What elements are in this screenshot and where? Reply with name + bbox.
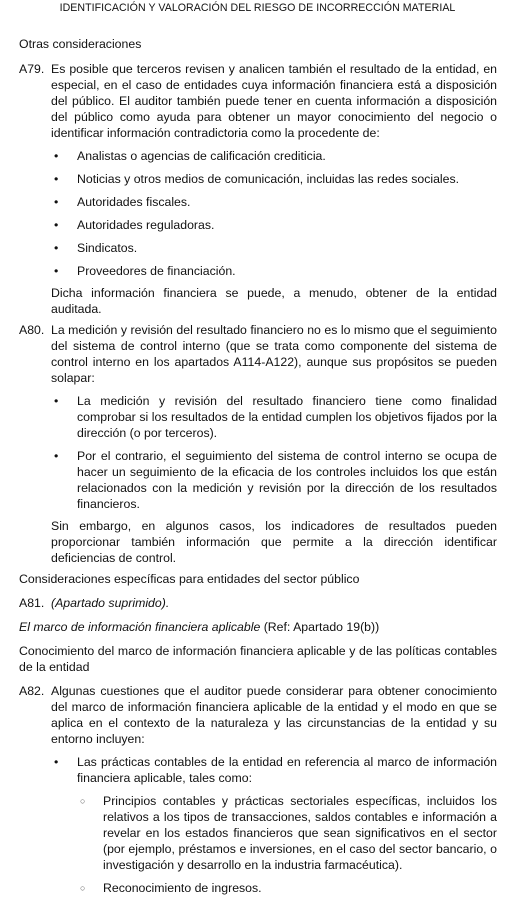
paragraph-number: A82. xyxy=(19,684,45,698)
paragraph-closing: Dicha información financiera se puede, a menudo, obtener de la entidad auditada. xyxy=(51,286,497,316)
circle-bullet-icon: ○ xyxy=(80,796,86,806)
bullet-icon: • xyxy=(54,449,59,463)
paragraph-number: A80. xyxy=(19,323,45,337)
paragraph-a82 xyxy=(19,683,497,896)
paragraph-a79 xyxy=(19,61,497,317)
bullet-icon: • xyxy=(54,755,59,769)
bullet-icon: • xyxy=(54,241,59,255)
bullet-list xyxy=(51,393,497,512)
section-heading-conocimiento: Conocimiento del marco de información financiera aplicable y de las políticas contables de la entidad xyxy=(19,644,497,674)
section-heading-sector-publico: Consideraciones específicas para entidades del sector público xyxy=(19,572,360,586)
paragraph-text: Es posible que terceros revisen y analicen también el resultado de la entidad, en especial, en el caso de entidades cuya información financiera está a disposición del público. El auditor también puede tener en cuenta información a disposición del público como ayuda para obtener un mayor conocimiento del negocio o identificar información contradictoria como la procedente de: xyxy=(51,62,497,140)
circle-bullet-icon: ○ xyxy=(80,883,86,893)
bullet-icon: • xyxy=(54,149,59,163)
paragraph-closing: Sin embargo, en algunos casos, los indicadores de resultados pueden proporcionar también información que permite a la dirección identificar deficiencias de control. xyxy=(51,519,497,565)
paragraph-text: (Apartado suprimido). xyxy=(51,596,170,610)
heading-italic: El marco de información financiera aplicable xyxy=(19,620,261,634)
paragraph-text: La medición y revisión del resultado financiero no es lo mismo que el seguimiento del sistema de control interno (que se trata como componente del sistema de control interno en los apartados A114-A122), aunque sus propósitos se pueden solapar: xyxy=(51,323,497,385)
bullet-icon: • xyxy=(54,394,59,408)
paragraph-number: A79. xyxy=(19,62,45,76)
list-item: • Sindicatos. xyxy=(51,240,497,256)
section-heading-otras: Otras consideraciones xyxy=(19,37,142,51)
bullet-icon: • xyxy=(54,264,59,278)
sub-list-item: ○ Principios contables y prácticas sectoriales específicas, incluidos los relativos a los tipos de transacciones, saldos contables e información a revelar en los estados financieros que sean significativos en el sector (por ejemplo, préstamos e inversiones, en el caso del sector bancario, o investigación y desarrollo en la industria farmacéutica). xyxy=(77,793,497,873)
list-item: • Las prácticas contables de la entidad en referencia al marco de información financiera aplicable, tales como: ○ Principios contables y prácticas sectoriales específicas, incluidos los relativos a los tipos de transacciones, saldos contables e información a revelar en los estados financieros que sean significativos en el sector (por ejemplo, préstamos e inversiones, en el caso del sector bancario, o investigación y desarrollo en la industria farmacéutica). ○ Reconocimiento de ingresos. xyxy=(51,754,497,896)
list-item: • La medición y revisión del resultado financiero tiene como finalidad comprobar si los resultados de la entidad cumplen los objetivos fijados por la dirección (o por terceros). xyxy=(51,393,497,441)
list-item: • Noticias y otros medios de comunicación, incluidas las redes sociales. xyxy=(51,171,497,187)
paragraph-text: Algunas cuestiones que el auditor puede considerar para obtener conocimiento del marco de información financiera aplicable de la entidad y el modo en que se aplica en el contexto de la naturaleza y las circunstancias de la entidad y su entorno incluyen: xyxy=(51,684,497,746)
heading-reference: (Ref: Apartado 19(b)) xyxy=(260,620,380,634)
document-body xyxy=(19,36,497,901)
paragraph-a80 xyxy=(19,322,497,566)
bullet-icon: • xyxy=(54,218,59,232)
section-heading-marco xyxy=(19,619,497,635)
list-item: • Proveedores de financiación. xyxy=(51,263,497,279)
list-item: • Autoridades fiscales. xyxy=(51,194,497,210)
paragraph-a81 xyxy=(19,595,497,611)
bullet-list xyxy=(51,148,497,279)
sub-list-item: ○ Reconocimiento de ingresos. xyxy=(77,880,497,896)
list-item: • Analistas o agencias de calificación crediticia. xyxy=(51,148,497,164)
bullet-icon: • xyxy=(54,172,59,186)
sub-list xyxy=(77,793,497,896)
page-header: IDENTIFICACIÓN Y VALORACIÓN DEL RIESGO DE INCORRECCIÓN MATERIAL xyxy=(59,2,456,14)
bullet-list xyxy=(51,754,497,896)
bullet-icon: • xyxy=(54,195,59,209)
list-item: • Por el contrario, el seguimiento del sistema de control interno se ocupa de hacer un seguimiento de la eficacia de los controles incluidos los que están relacionados con la medición y revisión por la dirección de los resultados financieros. xyxy=(51,448,497,512)
paragraph-number: A81. xyxy=(19,596,45,610)
list-item: • Autoridades reguladoras. xyxy=(51,217,497,233)
